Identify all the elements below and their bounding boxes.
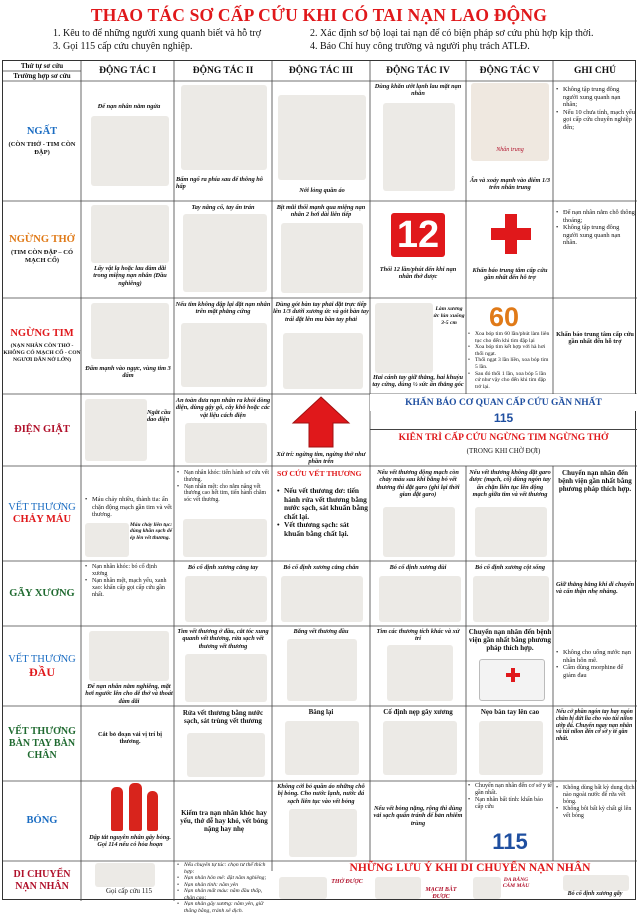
- gay-xuong-step-3: Bó cố định xương cẳng chân: [283, 564, 359, 571]
- chay-mau-step-5: Nếu vết thương không đặt garo được (mạch, cổ) dùng ngón tay ấn chặn liên tục lên động mạch giữa tim và vết thương: [469, 469, 551, 499]
- dau-step-2: Tìm vết thương ở đầu, cắt tóc xung quanh vết thương, rửa sạch vết thương vết thương: [177, 628, 269, 650]
- breaths-per-minute-number: 12: [391, 213, 445, 257]
- ngat-notes: • Không tập trung đông người xung quanh nạn nhân; • Nếu 10 chưa tỉnh, mạch yếu gọi cấp cứu chuyên nghiệp đến;: [556, 86, 635, 132]
- gay-xuong-step-3-illustration: [281, 576, 363, 622]
- dau-step-4: Tìm các thương tích khác và xử trí: [376, 628, 460, 643]
- dien-giat-step-1: Ngắt cầu dao điện: [147, 409, 171, 424]
- ngung-tim-step-2-illustration: [181, 323, 267, 387]
- ngat-step-5: Ấn và xoáy mạnh vào điểm 1/3 trên nhân trung: [469, 177, 551, 192]
- phone-illustration: [95, 863, 155, 887]
- gay-xuong-step-4: Bó cố định xương đùi: [389, 564, 447, 571]
- dien-giat-step-2: An toàn đưa nạn nhân ra khỏi dòng điện, dùng gậy gỗ, cây khô hoặc các vật liệu cách điện: [175, 397, 271, 419]
- poster-title: THAO TÁC SƠ CẤP CỨU KHI CÓ TAI NẠN LAO ĐỘNG: [90, 5, 548, 25]
- intro-4: 4. Báo Chỉ huy công trường và người phụ trách ATLĐ.: [310, 41, 530, 52]
- row-label-bong: BỎNG: [26, 815, 58, 826]
- chay-mau-step-3-list: • Nếu vết thương dơ: tiến hành rửa vết thương bằng nước sạch, sát khuẩn bằng chất lại. • Vết thương sạch: sát khuẩn bằng chất lại.: [277, 487, 369, 539]
- ngung-tim-step-3-illustration: [283, 333, 363, 389]
- bong-notes: • Không dùng bất kỳ dung dịch nào ngoài nước để rửa vết bỏng. • Không bôi bất kỳ chất gì lên vết bỏng: [556, 785, 635, 820]
- header-action-2: ĐỘNG TÁC II: [192, 66, 254, 76]
- ban-tay-step-1: Cắt bỏ đoạn vải vị trí bị thương.: [97, 731, 163, 746]
- ngat-step-3-illustration: [278, 95, 366, 180]
- ambulance-icon: [479, 659, 545, 701]
- bong-emergency-number: 115: [492, 829, 528, 854]
- ngung-tim-step-4-illustration: [375, 303, 433, 373]
- di-chuyen-step-2-list: • Nếu chuyên tự túc: chọn tư thế thích hợp: • Nạn nhân hôn mê: đặt nằm nghiêng; • Nạn nhân tỉnh: nằm yên • Nạn nhân mất máu: nằm đầu thấp, chân cao; • Nạn nhân gãy xương: nằm yên, giữ thẳng bằng, tránh xê dịch.: [177, 862, 271, 914]
- header-action-3: ĐỘNG TÁC III: [288, 66, 354, 76]
- ngung-tho-step-4: Thổi 12 lần/phút đến khi nạn nhân thở được: [379, 266, 457, 281]
- fire-extinguisher-icon: [129, 783, 142, 831]
- row-label-chay-mau: VẾT THƯƠNG CHẢY MÁU: [8, 501, 76, 525]
- ngat-step-1: Để nạn nhân nằm ngửa: [97, 103, 161, 110]
- di-chuyen-step-1: Gọi cấp cứu 115: [105, 887, 153, 895]
- ngat-step-5-illustration: [471, 83, 549, 161]
- ban-tay-step-5-illustration: [479, 721, 543, 775]
- intro-1: 1. Kêu to để những người xung quanh biết và hỗ trợ: [53, 28, 262, 39]
- intro-3: 3. Gọi 115 cấp cứu chuyên nghiệp.: [53, 41, 193, 52]
- ngat-step-4: Dùng khăn ướt lạnh lau mặt nạn nhân: [374, 83, 462, 98]
- gay-xuong-step-5-illustration: [473, 576, 549, 622]
- ngat-step-2-illustration: [181, 85, 267, 170]
- bong-step-5-list: • Chuyển nạn nhân đến cơ sở y tế gần nhất. • Nạn nhân bất tỉnh: khẩn báo cấp cứu: [468, 783, 552, 811]
- chay-mau-step-4-illustration: [383, 507, 455, 557]
- corner-bottom: Trường hợp sơ cứu: [13, 72, 71, 80]
- chay-mau-step-1-illustration: [85, 523, 129, 557]
- row-label-dau: VẾT THƯƠNG ĐẦU: [8, 654, 76, 679]
- cpr-banner-sub: (TRONG KHI CHỜ ĐỢI): [466, 447, 541, 455]
- ngung-tim-step-1-illustration: [91, 303, 169, 359]
- ngat-step-4-illustration: [383, 103, 455, 191]
- chay-mau-step-2-list: • Nạn nhân khóc: tiến hành sơ cứu vết thương. • Nạn nhân mệt: cho nằm nâng vết thương cao hết tim, tiến hành chăm sóc vết thương.: [177, 470, 271, 504]
- ngung-tho-step-1: Lấy vật lạ hoặc lau đàm dãi trong miệng nạn nhân (Đầu nghiêng): [93, 265, 167, 287]
- gay-xuong-step-2: Bó cố định xương cẳng tay: [187, 564, 259, 571]
- fire-extinguisher-icon: [111, 787, 123, 831]
- row-label-ngung-tho: NGỪNG THỞ (TIM CÒN ĐẬP – CÓ MẠCH CỔ): [9, 234, 75, 264]
- ban-tay-step-3: Băng lại: [308, 708, 334, 716]
- ngung-tho-step-1-illustration: [91, 205, 169, 263]
- ngat-step-3: Nới lỏng quần áo: [299, 187, 345, 194]
- breathing-label: THỞ ĐƯỢC: [331, 879, 363, 885]
- chay-mau-note: Chuyển nạn nhân đến bệnh viện gần nhất bằng phương pháp thích hợp.: [558, 469, 632, 494]
- fire-extinguisher-icon: [147, 791, 158, 831]
- emergency-banner: KHẨN BÁO CƠ QUAN CẤP CỨU GẦN NHẤT: [370, 394, 637, 411]
- chay-mau-step-5-illustration: [475, 507, 547, 557]
- gay-xuong-step-5: Bó cố định xương cột sống: [475, 564, 545, 571]
- bong-step-3-illustration: [289, 809, 357, 857]
- ngung-tho-notes: • Để nạn nhân nằm chỗ thông thoáng; • Không tập trung đông người xung quanh nạn nhân.: [556, 209, 635, 247]
- gay-xuong-step-2-illustration: [185, 576, 267, 622]
- ban-tay-note: Nếu cở phần ngón tay hay ngón chân bị đứt lìa cho vào túi nilon ướp đá. Chuyển ngay nạn nhân và túi nilon đến cơ sở y tế gần nhất.: [556, 709, 633, 743]
- ngung-tim-step-2: Nếu tim không đập lại đặt nạn nhân trên mặt phẳng cứng: [175, 301, 271, 316]
- row-label-di-chuyen: DI CHUYỂN NẠN NHÂN: [13, 869, 71, 892]
- ban-tay-step-3-illustration: [285, 721, 359, 775]
- header-action-5: ĐỘNG TÁC V: [479, 66, 540, 76]
- chay-mau-step-4: Nếu vết thương động mạch còn chảy máu sau khi băng bó vết thương thì đặt garo (ghi lại thời gian đặt garo): [376, 469, 460, 499]
- ngung-tim-note: Khẩn báo trung tâm cấp cứu gần nhất đến hỗ trợ: [556, 331, 634, 346]
- compressions-per-minute-number: 60: [488, 302, 520, 332]
- red-arrow-icon: [293, 397, 349, 447]
- first-aid-table: [2, 60, 636, 914]
- ngung-tim-step-3: Dùng gót bàn tay phải đặt trực tiếp lên 1/3 dưới xương ức và gót bàn tay trái đặt lên mu bàn tay phải: [273, 301, 369, 323]
- header-action-4: ĐỘNG TÁC IV: [386, 66, 450, 76]
- row-label-ngung-tim: NGỪNG TIM (NẠN NHÂN CÒN THỞ - KHÔNG CÓ MẠCH CỔ - CON NGƯƠI DÃN NỞ LỚN): [3, 328, 81, 363]
- ngat-step-1-illustration: [91, 116, 169, 186]
- chay-mau-step-1-small: Máu chảy liên tục: dùng khăn sạch để ép lên vết thương.: [130, 522, 173, 541]
- gay-xuong-step-4-illustration: [379, 576, 461, 622]
- bong-step-4: Nếu vết bỏng nặng, rộng thì dùng vải sạch quấn tránh để bản nhiễm trùng: [373, 805, 463, 827]
- ban-tay-step-4: Cố định nẹp gãy xương: [383, 708, 453, 716]
- emergency-number: 115: [493, 411, 514, 425]
- gay-xuong-step-1-list: • Nạn nhân khóc: bó cố định xương • Nạn nhân mệt, mạch yếu, xanh xao: khẩn cấp gọi cấp cứu gần nhất.: [85, 564, 173, 599]
- dau-step-1-illustration: [89, 631, 169, 681]
- breathing-illustration: [279, 877, 327, 899]
- ban-tay-step-2: Rửa vết thương bằng nước sạch, sát trùng vết thương: [182, 709, 264, 726]
- bong-step-3: Không cởi bỏ quần áo những chỗ bị bỏng. Cho nước lạnh, nước đá sạch liên tục vào vết bỏng: [277, 783, 365, 805]
- chay-mau-step-2-illustration: [183, 519, 267, 557]
- ngung-tim-step-5-list: • Xoa bóp tim 60 lần/phút làm liên tục cho đến khi tim đập lại • Xoa bóp tim kết hợp với hà hơi thổi ngạt. • Thổi ngạt 3 lần liền, xoa bóp tim 5 lần. • Sau đó thổi 1 lần, xoa bóp 5 lần cứ như vậy cho đến khi tim đập trở lại.: [468, 331, 552, 390]
- dien-giat-step-2-illustration: [185, 423, 267, 463]
- ban-tay-step-5: Nẹo bàn tay lên cao: [480, 708, 540, 716]
- ngat-step-2: Bấm ngổ ra phía sau để thông hô hấp: [176, 176, 263, 191]
- intro-2: 2. Xác định sơ bộ loại tai nạn để có biện pháp sơ cứu phù hợp kịp thời.: [310, 28, 594, 39]
- dau-step-5: Chuyển nạn nhân đến bệnh viện gần nhất bằng phương pháp thích hợp.: [468, 628, 552, 653]
- header-action-1: ĐỘNG TÁC I: [99, 66, 156, 76]
- skin-illustration: [473, 877, 501, 899]
- ban-tay-step-4-illustration: [383, 721, 457, 775]
- ban-tay-step-2-illustration: [187, 733, 265, 777]
- dau-step-1: Để nạn nhân nằm nghiêng, mặt hơi ngước lên cho dễ thở và thoát đàm dãi: [85, 683, 173, 705]
- pulse-illustration: [375, 877, 421, 899]
- ngung-tho-step-2: Tay nâng cổ, tay ấn trán: [191, 204, 255, 211]
- ngung-tim-step-4: Hai cánh tay giữ thẳng, hai khuỷu tay cứng, dùng ½ sức ấn thẳng góc: [372, 374, 464, 389]
- row-label-ngat: NGẤT (CÒN THỞ - TIM CÒN ĐẬP): [8, 125, 76, 156]
- header-notes: GHI CHÚ: [574, 66, 616, 76]
- ngung-tim-step-1: Đấm mạnh vào ngực, vùng tim 3 đấm: [85, 365, 171, 380]
- dau-step-3-illustration: [287, 639, 357, 701]
- corner-top: Thứ tự sơ cứu: [20, 62, 64, 70]
- transport-last-step: Bó cố định xương gãy: [567, 891, 623, 897]
- dien-giat-step-1-illustration: [85, 399, 147, 461]
- bong-step-2: Kiểm tra nạn nhân khóc hay yếu, thở dễ hay khó, vết bỏng nặng hay nhẹ: [180, 809, 268, 834]
- pulse-label: MẠCH BẮT ĐƯỢC: [425, 887, 457, 901]
- chay-mau-step-3-heading: SƠ CỨU VẾT THƯƠNG: [277, 469, 362, 478]
- bong-step-1: Dập tắt nguyên nhân gây bỏng. Gọi 114 nếu có hỏa hoạn: [89, 834, 171, 849]
- row-label-ban-tay: VẾT THƯƠNG BÀN TAY BÀN CHÂN: [8, 725, 76, 761]
- acupoint-sign: Nhân trung: [496, 147, 524, 153]
- red-cross-icon: [491, 214, 531, 254]
- cpr-banner: KIÊN TRÌ CẤP CỨU NGỪNG TIM NGỪNG THỞ: [398, 433, 609, 443]
- dien-giat-step-3: Xử trí: ngừng tim, ngừng thở như phần trên: [276, 451, 366, 466]
- chay-mau-step-1-list: • Máu chảy nhiều, thành tia: ấn chặn động mạch gần tim và vết thương.: [85, 496, 173, 519]
- dau-step-4-illustration: [387, 645, 453, 701]
- ngung-tim-step-4-side: Làm xương ức lún xuống 3-5 cm: [433, 306, 465, 326]
- dau-notes: • Không cho uống nước nạn nhân hôn mê. • Cấm dùng morphine để giảm đau: [556, 649, 635, 679]
- dau-step-3: Băng vết thương đầu: [293, 628, 349, 635]
- ngung-tho-step-5: Khẩn báo trung tâm cấp cứu gần nhất đến hỗ trợ: [472, 267, 548, 282]
- row-label-dien-giat: ĐIỆN GIẬT: [14, 424, 70, 435]
- ngung-tho-step-2-illustration: [183, 214, 267, 292]
- stretcher-illustration: [563, 875, 629, 891]
- row-label-gay-xuong: GÃY XƯƠNG: [9, 587, 75, 599]
- skin-label: DA BẰNG CÁM MÀU: [502, 877, 530, 890]
- gay-xuong-note: Giữ thẳng bằng khi di chuyển và cẩn thận nhẹ nhàng.: [556, 581, 635, 596]
- transport-banner: NHỮNG LƯU Ý KHI DI CHUYỂN NẠN NHÂN: [349, 862, 591, 874]
- ngung-tho-step-3: Bịt mũi thổi mạnh qua miệng nạn nhân 2 hơi dài liên tiếp: [276, 204, 366, 219]
- ngung-tho-step-3-illustration: [281, 223, 363, 293]
- dau-step-2-illustration: [185, 654, 267, 702]
